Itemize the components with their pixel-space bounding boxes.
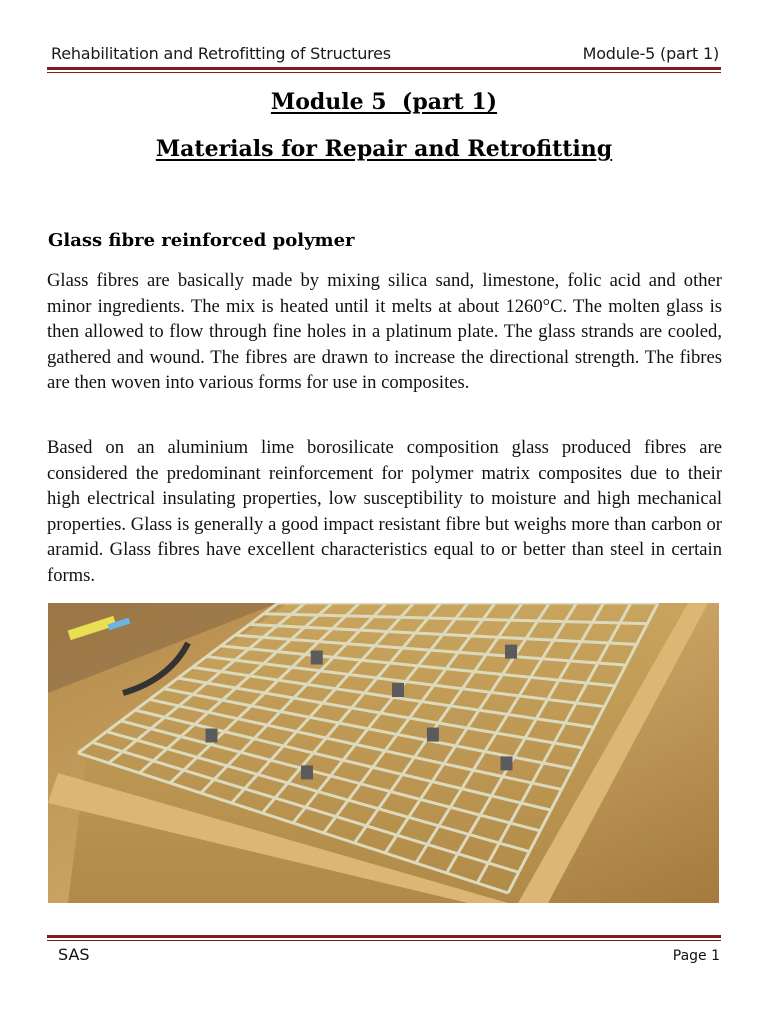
mesh-spacer-chair bbox=[392, 683, 404, 697]
header-rule-thick bbox=[47, 67, 721, 70]
mesh-spacer-chair bbox=[505, 645, 517, 659]
footer-rule-thin bbox=[47, 940, 721, 941]
mesh-spacer-chair bbox=[427, 728, 439, 742]
section-heading: Glass fibre reinforced polymer bbox=[48, 230, 355, 251]
mesh-spacer-chair bbox=[301, 765, 313, 779]
header-module-label: Module-5 (part 1) bbox=[582, 44, 719, 63]
footer-page-number: Page 1 bbox=[672, 948, 720, 964]
footer-rule-thick bbox=[47, 935, 721, 938]
gfrp-mesh-illustration bbox=[48, 603, 719, 903]
module-subtitle: Materials for Repair and Retrofitting bbox=[155, 136, 613, 162]
header-course-title: Rehabilitation and Retrofitting of Structures bbox=[51, 44, 391, 63]
body-paragraph-1: Glass fibres are basically made by mixing silica sand, limestone, folic acid and other minor ingredients. The mix is heated until it melts at about 1260°C. The molten glass is then allowed to flow through fine holes in a platinum plate. The glass strands are cooled, gathered and wound. The fibres are drawn to increase the directional strength. The fibres are then woven into various forms for use in composites. bbox=[47, 270, 722, 394]
mesh-spacer-chair bbox=[206, 729, 218, 743]
module-title: Module 5 (part 1) bbox=[270, 89, 498, 115]
header-rule-thin bbox=[47, 72, 721, 73]
mesh-spacer-chair bbox=[501, 756, 513, 770]
gfrp-mesh-photo bbox=[48, 603, 719, 903]
running-header bbox=[47, 44, 721, 66]
body-paragraph-2: Based on an aluminium lime borosilicate composition glass produced fibres are considered the predominant reinforcement for polymer matrix composites due to their high electrical insulating properties, low susceptibility to moisture and high mechanical properties. Glass is generally a good impact resistant fibre but weighs more than carbon or aramid. Glass fibres have excellent characteristics equal to or better than steel in certain forms. bbox=[47, 437, 722, 586]
mesh-spacer-chair bbox=[311, 651, 323, 665]
footer-author: SAS bbox=[58, 945, 90, 964]
